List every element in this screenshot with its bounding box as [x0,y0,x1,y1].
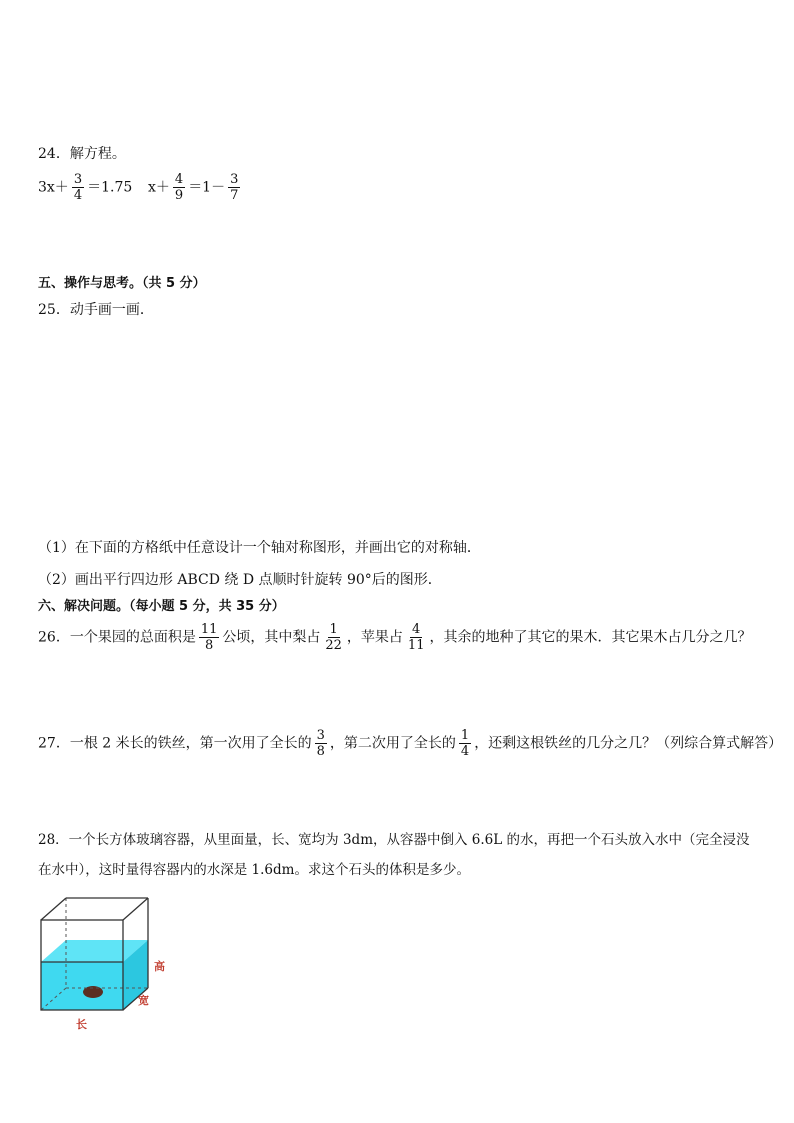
q27-fraction-1 [315,728,327,759]
eq2-fraction-2 [228,172,240,203]
q26-f3-numerator: 4 [412,622,421,637]
q27-text [38,728,782,759]
eq1-numerator: 3 [73,172,83,187]
q26-f3-denominator: 11 [407,638,425,653]
q26-fraction-2 [323,622,344,653]
section-6-heading: 六、解决问题。（每小题 5 分，共 35 分） [38,599,285,614]
q25-title: 25．动手画一画． [38,302,154,318]
label-height: 高 [154,960,165,973]
glass-container-figure [36,890,176,1035]
eq2-denominator-2: 7 [230,188,239,203]
q28-line-1: 28．一个长方体玻璃容器，从里面量，长、宽均为 3dm，从容器中倒入 6.6L 的水，再把一个石头放入水中（完全浸没 [38,832,750,848]
eq2-mid: ＝1－ [188,179,226,196]
q26-f2-denominator: 22 [325,638,342,653]
equation-1 [38,172,132,203]
section-5-heading: 五、操作与思考。（共 5 分） [38,276,206,291]
q26-part-3: ，苹果占 [346,629,403,646]
eq2-denominator-1: 9 [174,188,184,203]
q27-part-2: ，第二次用了全长的 [329,735,456,752]
equation-2 [148,172,243,203]
q27-fraction-2 [459,728,471,759]
q26-fraction-3 [406,622,427,653]
q26-fraction-1 [199,622,220,653]
q27-f2-numerator: 1 [460,728,470,743]
q28-line-2: 在水中），这时量得容器内的水深是 1.6dm。求这个石头的体积是多少。 [38,862,470,878]
eq1-fraction [72,172,84,203]
q27-f2-denominator: 4 [460,744,470,759]
eq2-numerator-2: 3 [230,172,239,187]
q26-f1-denominator: 8 [204,638,214,653]
q26-f2-numerator: 1 [329,622,338,637]
q27-part-1: 27．一根 2 米长的铁丝，第一次用了全长的 [38,735,312,752]
eq2-numerator-1: 4 [174,172,184,187]
water-front [41,962,123,1010]
q27-f1-denominator: 8 [316,744,325,759]
label-length: 长 [76,1018,87,1031]
eq1-rhs: ＝1.75 [87,179,133,196]
q25-sub-1: （1）在下面的方格纸中任意设计一个轴对称图形，并画出它的对称轴． [38,540,481,556]
eq1-denominator: 4 [73,188,83,203]
eq2-fraction-1 [173,172,185,203]
q26-part-4: ，其余的地种了其它的果木．其它果木占几分之几？ [429,629,752,646]
q24-title: 24．解方程。 [38,146,126,162]
eq1-prefix: 3x＋ [38,179,69,196]
label-width: 宽 [138,994,149,1007]
eq2-prefix: x＋ [148,179,170,196]
q27-f1-numerator: 3 [316,728,325,743]
q26-part-1: 26．一个果园的总面积是 [38,629,196,646]
q25-sub-2: （2）画出平行四边形 ABCD 绕 D 点顺时针旋转 90°后的图形． [38,572,442,588]
q26-text [38,622,751,653]
q27-part-3: ，还剩这根铁丝的几分之几？（列综合算式解答） [474,735,783,752]
q26-f1-numerator: 11 [200,622,218,637]
q26-part-2: 公顷，其中梨占 [222,629,321,646]
